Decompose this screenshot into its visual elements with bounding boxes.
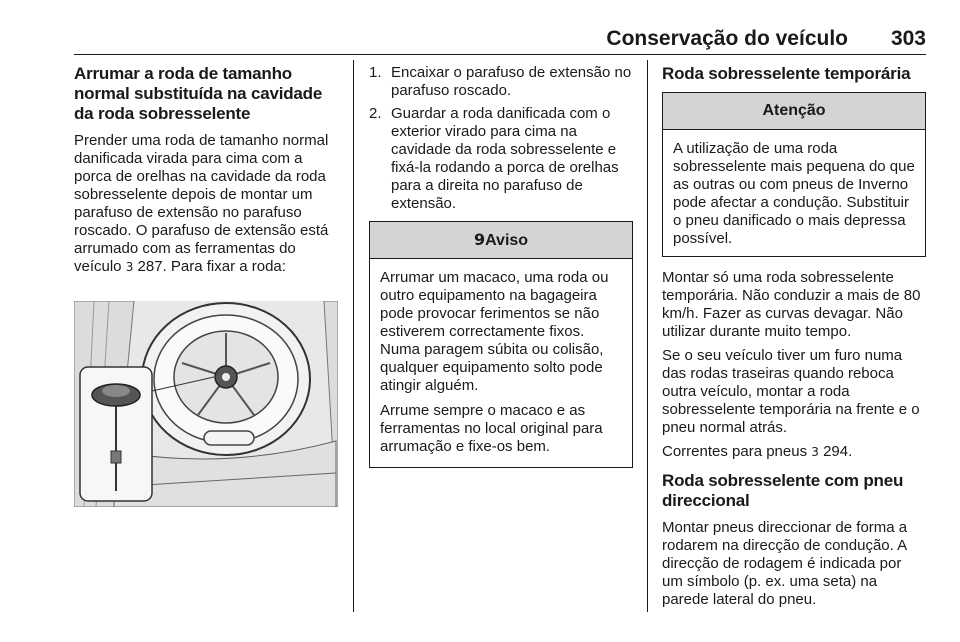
list-item: 1. Encaixar o parafuso de extensão no parafuso roscado. <box>369 64 632 99</box>
attention-box <box>662 92 926 257</box>
storing-wheel-paragraph: Prender uma roda de tamanho normal danificada virada para cima com a porca de orelhas na cavidade da roda sobresselente depois de montar um parafuso de extensão no parafuso roscado. O parafuso de extensão está arrumado com as ferramentas do veículo 3 287. Para fixar a roda: <box>74 132 329 275</box>
page-header <box>74 24 926 55</box>
cross-reference-page[interactable]: 287 <box>137 258 163 275</box>
section-heading-storing-wheel: Arrumar a roda de tamanho normal substituída na cavidade da roda sobresselente <box>74 64 323 123</box>
paragraph: Montar só uma roda sobresselente temporária. Não conduzir a mais de 80 km/h. Fazer as curvas devagar. Não utilizar durante muito tempo. <box>662 269 921 340</box>
column-left <box>74 64 338 282</box>
cross-reference-icon: 3 <box>125 260 134 274</box>
cross-reference-icon: 3 <box>811 445 819 459</box>
section-heading-directional-tyre: Roda sobresselente com pneu direccional <box>662 471 904 510</box>
column-right <box>662 64 926 615</box>
column-middle <box>369 64 633 468</box>
page-number: 303 <box>890 27 926 50</box>
section-heading-temporary-spare: Roda sobresselente temporária <box>662 64 911 83</box>
warning-title: Aviso <box>485 232 529 249</box>
warning-paragraph: Arrumar um macaco, uma roda ou outro equipamento na bagageira pode provocar ferimentos se não estiverem correctamente fixos. Numa paragem súbita ou colisão, qualquer equipamento solto pode atingir alguém. <box>380 269 609 394</box>
steps-list <box>369 64 633 213</box>
attention-header: Atenção <box>663 93 925 130</box>
spare-wheel-drawing <box>74 301 338 507</box>
warning-icon: 9 <box>473 230 486 249</box>
paragraph: Montar pneus direccionar de forma a rodarem na direcção de condução. A direcção de rodagem é indicada por um símbolo (p. ex. uma seta) na parede lateral do pneu. <box>662 519 908 608</box>
attention-paragraph: A utilização de uma roda sobresselente mais pequena do que as outras ou com pneus de Inverno pode afectar a condução. Substituir o pneu danificado o mais depressa possível. <box>673 140 915 247</box>
column-divider <box>353 60 354 612</box>
paragraph: Se o seu veículo tiver um furo numa das rodas traseiras quando reboca outra veículo, montar a roda sobresselente temporária na frente e o pneu normal atrás. <box>662 347 920 436</box>
warning-paragraph: Arrume sempre o macaco e as ferramentas no local original para arrumação e fixe-os bem. <box>380 402 603 455</box>
cross-reference-page[interactable]: 294 <box>823 443 849 460</box>
list-item: 2. Guardar a roda danificada com o exterior virado para cima na cavidade da roda sobresselente e fixá-la rodando a porca de orelhas para a direita no parafuso de extensão. <box>369 105 619 212</box>
column-divider <box>647 60 648 612</box>
header-title: Conservação do veículo <box>606 27 848 50</box>
spare-wheel-illustration <box>74 301 338 507</box>
chains-reference-paragraph: Correntes para pneus 3 294. <box>662 443 853 460</box>
warning-header <box>370 222 632 259</box>
warning-box <box>369 221 633 468</box>
